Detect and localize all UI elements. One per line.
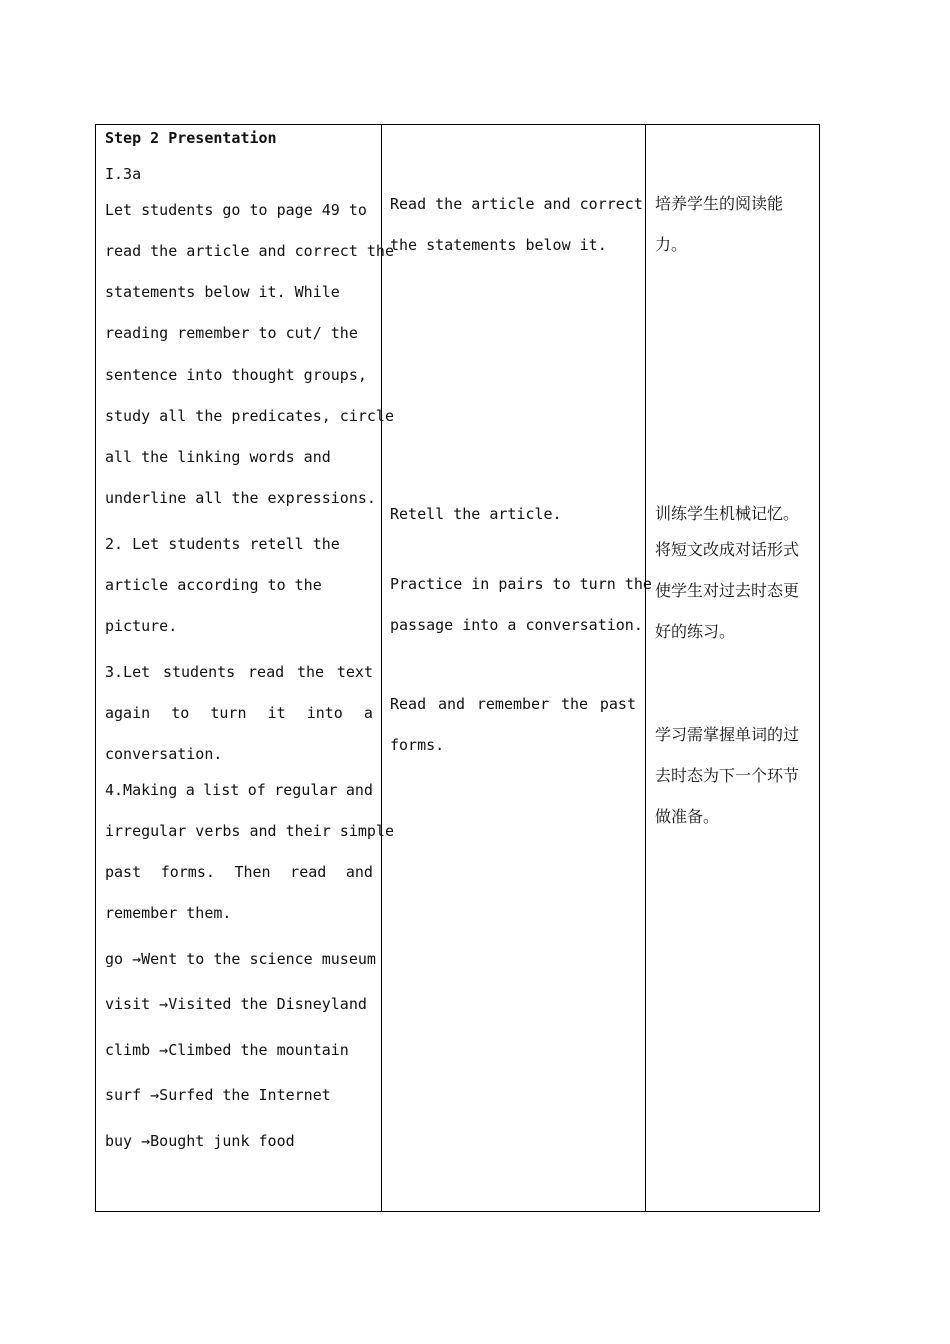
- word: past: [599, 695, 636, 713]
- text-line: picture.: [105, 617, 178, 635]
- justified-line: [105, 704, 373, 722]
- section-label: I.3a: [105, 165, 142, 183]
- text-line: statements below it. While: [105, 283, 340, 301]
- text-line: passage into a conversation.: [390, 616, 643, 634]
- text-line: remember them.: [105, 904, 232, 922]
- text-line: 培养学生的阅读能: [655, 194, 784, 213]
- word: read: [248, 663, 285, 681]
- word: the: [560, 695, 589, 713]
- word: of: [247, 781, 266, 799]
- text-line: reading remember to cut/ the: [105, 324, 358, 342]
- word: and: [345, 781, 373, 799]
- text-line: conversation.: [105, 745, 223, 763]
- word: past: [105, 863, 142, 881]
- text-line: 2. Let students retell the: [105, 535, 340, 553]
- text-line: underline all the expressions.: [105, 489, 376, 507]
- verb-item: go →Went to the science museum: [105, 950, 376, 968]
- text-line: Retell the article.: [390, 505, 562, 523]
- justified-line: [105, 663, 373, 681]
- word: 3.Let: [105, 663, 151, 681]
- text-line: article according to the: [105, 576, 322, 594]
- verb-item: buy →Bought junk food: [105, 1132, 295, 1150]
- word: remember: [476, 695, 550, 713]
- text-line: Practice in pairs to turn the: [390, 575, 652, 593]
- text-line: 使学生对过去时态更: [655, 581, 800, 600]
- word: into: [306, 704, 343, 722]
- verb-item: visit →Visited the Disneyland: [105, 995, 367, 1013]
- word: text: [336, 663, 373, 681]
- text-line: 将短文改成对话形式: [655, 540, 800, 559]
- text-line: 学习需掌握单词的过: [655, 725, 800, 744]
- step-heading: Step 2 Presentation: [105, 129, 277, 147]
- word: again: [105, 704, 151, 722]
- text-line: sentence into thought groups,: [105, 366, 367, 384]
- word: a: [185, 781, 195, 799]
- text-line: 做准备。: [655, 807, 720, 826]
- text-line: 训练学生机械记忆。: [655, 504, 800, 523]
- word: forms.: [160, 863, 215, 881]
- justified-line: [390, 695, 636, 713]
- word: students: [162, 663, 236, 681]
- text-line: irregular verbs and their simple: [105, 822, 394, 840]
- word: to: [171, 704, 190, 722]
- word: 4.Making: [105, 781, 178, 799]
- justified-line: [105, 781, 373, 799]
- word: and: [437, 695, 466, 713]
- justified-line: [105, 863, 373, 881]
- word: and: [345, 863, 373, 881]
- word: regular: [274, 781, 338, 799]
- word: turn: [210, 704, 247, 722]
- word: a: [363, 704, 373, 722]
- text-line: 力。: [655, 235, 688, 254]
- text-line: all the linking words and: [105, 448, 331, 466]
- text-line: 好的练习。: [655, 622, 736, 641]
- text-line: read the article and correct the: [105, 242, 394, 260]
- text-line: forms.: [390, 736, 445, 754]
- text-line: study all the predicates, circle: [105, 407, 394, 425]
- text-line: 去时态为下一个环节: [655, 766, 800, 785]
- word: it: [267, 704, 286, 722]
- word: the: [296, 663, 325, 681]
- text-line: the statements below it.: [390, 236, 607, 254]
- verb-item: climb →Climbed the mountain: [105, 1041, 349, 1059]
- word: Then: [234, 863, 271, 881]
- verb-item: surf →Surfed the Internet: [105, 1086, 331, 1104]
- text-line: Let students go to page 49 to: [105, 201, 367, 219]
- word: read: [290, 863, 327, 881]
- word: list: [203, 781, 240, 799]
- word: Read: [390, 695, 427, 713]
- column-divider: [645, 125, 646, 1211]
- text-line: Read the article and correct: [390, 195, 643, 213]
- column-divider: [381, 125, 382, 1211]
